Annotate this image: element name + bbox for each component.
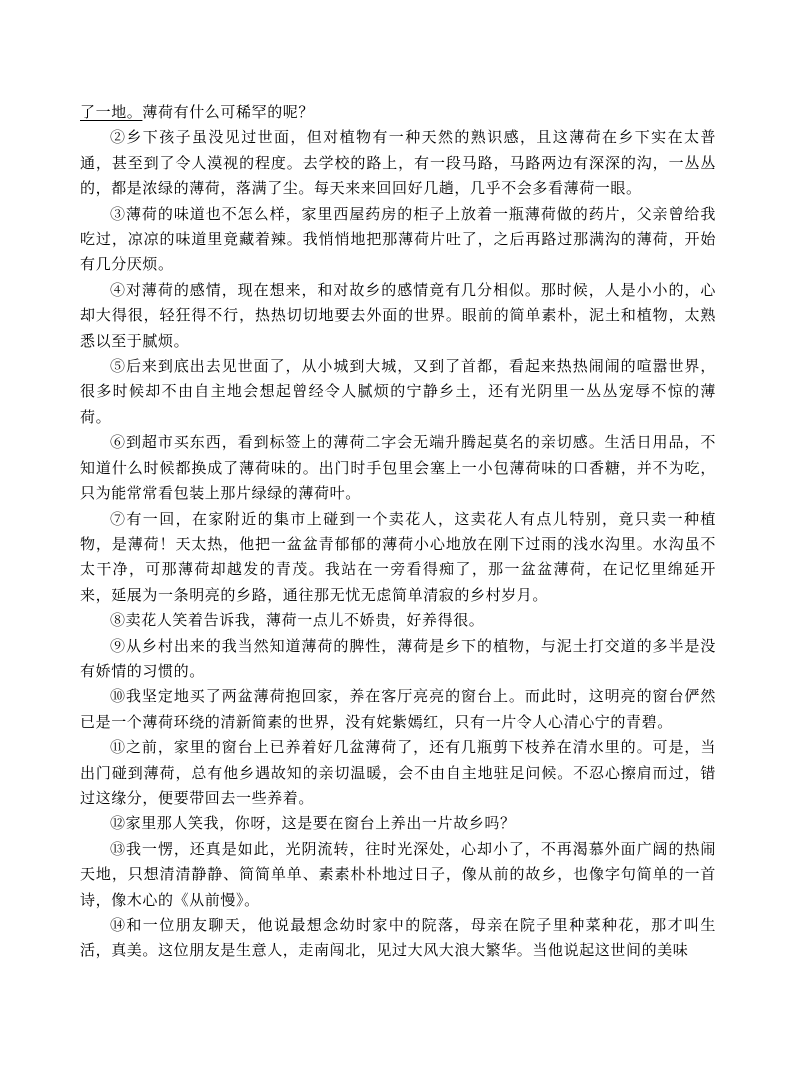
paragraph-10: ⑩我坚定地买了两盆薄荷抱回家，养在客厅亮亮的窗台上。而此时，这明亮的窗台俨然已是一个薄荷环绕的清新简素的世界，没有姹紫嫣红，只有一片令人心清心宁的青碧。 [80, 687, 716, 731]
paragraph-14: ⑭和一位朋友聊天，他说最想念幼时家中的院落，母亲在院子里种菜种花，那才叫生活，真美。这位朋友是生意人，走南闯北，见过大风大浪大繁华。当他说起这世间的美味 [80, 916, 716, 960]
paragraph-8: ⑧卖花人笑着告诉我，薄荷一点儿不娇贵，好养得很。 [110, 611, 485, 630]
paragraph-9: ⑨从乡村出来的我当然知道薄荷的脾性，薄荷是乡下的植物，与泥土打交道的多半是没有娇情的习惯的。 [80, 636, 716, 680]
paragraph-2: ②乡下孩子虽没见过世面，但对植物有一种天然的熟识感，且这薄荷在乡下实在太普通，甚至到了令人漠视的程度。去学校的路上，有一段马路，马路两边有深深的沟，一丛丛的，都是浓绿的薄荷，落满了尘。每天来来回回好几趟，几乎不会多看薄荷一眼。 [80, 128, 716, 198]
paragraph-12: ⑫家里那人笑我，你呀，这是要在窗台上养出一片故乡吗？ [110, 814, 516, 833]
paragraph-4: ④对薄荷的感情，现在想来，和对故乡的感情竟有几分相似。那时候，人是小小的，心却大得很，轻狂得不行，热热切切地要去外面的世界。眼前的简单素朴，泥土和植物，太熟悉以至于腻烦。 [80, 280, 716, 350]
underlined-fragment: 了一地。 [80, 103, 143, 121]
paragraph-7: ⑦有一回，在家附近的集市上碰到一个卖花人，这卖花人有点儿特别，竟只卖一种植物，是薄荷！天太热，他把一盆盆青郁郁的薄荷小心地放在刚下过雨的浅水沟里。水沟虽不太干净，可那薄荷却越发的青茂。我站在一旁看得痴了，那一盆盆薄荷，在记忆里绵延开来，延展为一条明亮的乡路，通往那无忧无虑简单清寂的乡村岁月。 [80, 509, 716, 604]
paragraph-text: 薄荷有什么可稀罕的呢？ [142, 103, 315, 121]
paragraph-3: ③薄荷的味道也不怎么样，家里西屋药房的柜子上放着一瓶薄荷做的药片，父亲曾给我吃过，凉凉的味道里竟藏着辣。我悄悄地把那薄荷片吐了，之后再路过那满沟的薄荷，开始有几分厌烦。 [80, 204, 716, 274]
paragraph-13: ⑬我一愣，还真是如此，光阴流转，往时光深处，心却小了，不再渴慕外面广阔的热闹天地，只想清清静静、简简单单、素素朴朴地过日子，像从前的故乡，也像字句简单的一首诗，像木心的《从前慢》。 [80, 839, 716, 909]
paragraph-6: ⑥到超市买东西，看到标签上的薄荷二字会无端升腾起莫名的亲切感。生活日用品，不知道什么时候都换成了薄荷味的。出门时手包里会塞上一小包薄荷味的口香糖，并不为吃，只为能常常看包装上那片绿绿的薄荷叶。 [80, 433, 716, 503]
paragraph-5: ⑤后来到底出去见世面了，从小城到大城，又到了首都，看起来热热闹闹的喧嚣世界，很多时候却不由自主地会想起曾经令人腻烦的宁静乡土，还有光阴里一丛丛宠辱不惊的薄荷。 [80, 357, 716, 426]
document-page [80, 100, 716, 964]
paragraph-11: ⑪之前，家里的窗台上已养着好几盆薄荷了，还有几瓶剪下枝养在清水里的。可是，当出门碰到薄荷，总有他乡遇故知的亲切温暖，会不由自主地驻足问候。不忍心擦肩而过，错过这缘分，便要带回去一些养着。 [80, 738, 716, 807]
paragraph-1 [80, 100, 716, 125]
